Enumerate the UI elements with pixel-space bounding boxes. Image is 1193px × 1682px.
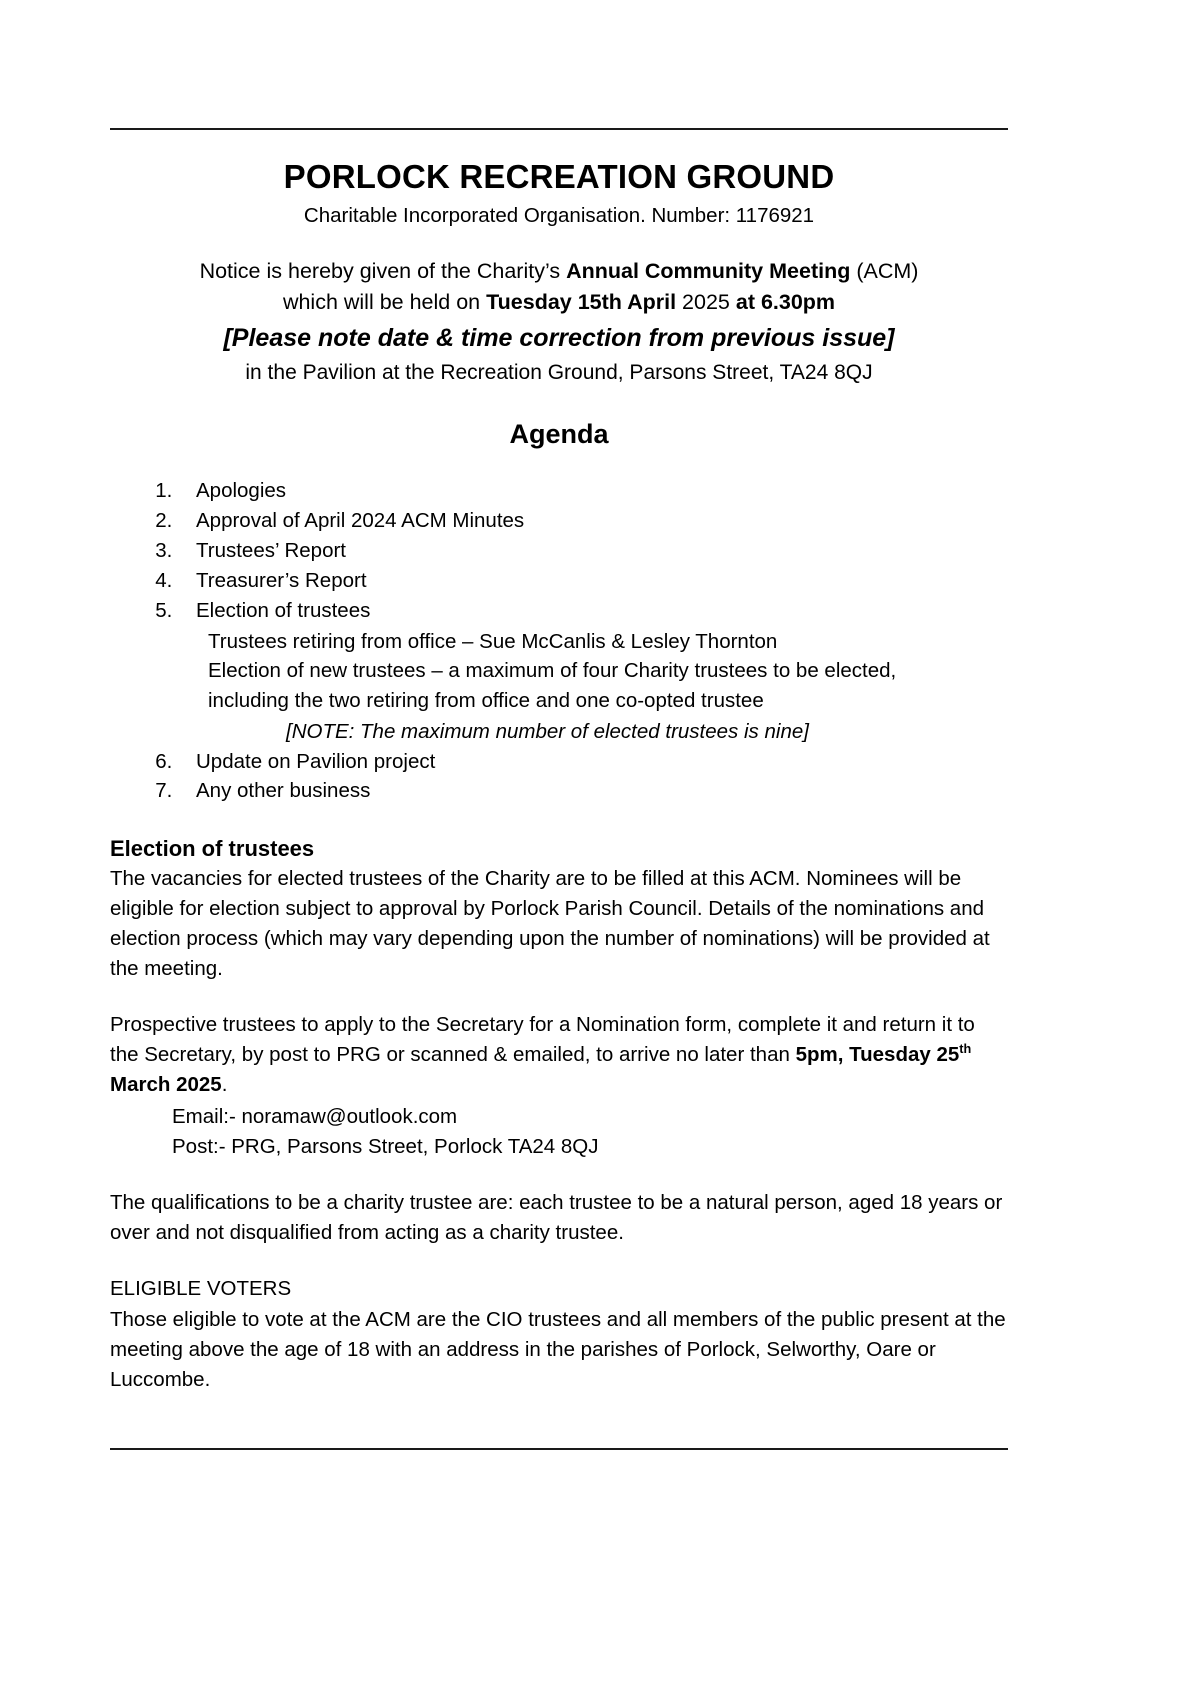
notice-line-1-post: (ACM) xyxy=(850,259,919,283)
email-line: Email:- noramaw@outlook.com xyxy=(172,1104,458,1128)
notice-line-2-pre: which will be held on xyxy=(282,289,487,314)
agenda-item-5-details xyxy=(196,627,1008,747)
notice-line-1 xyxy=(110,256,1008,287)
agenda-item: 3. Trustees’ Report xyxy=(178,536,1008,566)
post-line: Post:- PRG, Parsons Street, Porlock TA24 8QJ xyxy=(172,1134,599,1158)
meeting-notice xyxy=(110,256,1008,317)
deadline-post: March 2025 xyxy=(110,1072,222,1096)
top-divider xyxy=(110,128,1008,130)
eligible-voters-heading: ELIGIBLE VOTERS xyxy=(110,1276,292,1300)
agenda-detail-line: Trustees retiring from office – Sue McCanlis & Lesley Thornton xyxy=(208,629,778,653)
agenda-detail-line: Election of new trustees – a maximum of four Charity trustees to be elected, xyxy=(208,659,897,683)
notice-meeting-name: Annual Community Meeting xyxy=(566,259,851,283)
election-paragraph-2 xyxy=(110,1010,1008,1100)
agenda-detail-note: [NOTE: The maximum number of elected trustees is nine] xyxy=(286,719,809,743)
notice-line-1-pre: Notice is hereby given of the Charity’s xyxy=(199,259,567,283)
agenda-item-label: Election of trustees xyxy=(196,598,371,622)
notice-meeting-time: at 6.30pm xyxy=(735,289,836,314)
agenda-item xyxy=(178,596,1008,747)
agenda-detail-line: including the two retiring from office and one co-opted trustee xyxy=(208,689,764,713)
deadline-pre: 5pm, Tuesday 25 xyxy=(795,1042,960,1066)
agenda-item: 1. Apologies xyxy=(178,476,1008,506)
document-body xyxy=(110,128,1008,1395)
deadline-end: . xyxy=(221,1072,228,1096)
agenda-item: 2. Approval of April 2024 ACM Minutes xyxy=(178,506,1008,536)
notice-line-2 xyxy=(110,287,1008,318)
agenda-item: 7. Any other business xyxy=(178,776,1008,806)
agenda-list xyxy=(110,476,1008,806)
correction-note: [Please note date & time correction from previous issue] xyxy=(223,324,895,353)
election-section-heading: Election of trustees xyxy=(110,836,315,862)
deadline-ordinal: th xyxy=(959,1041,972,1057)
bottom-divider xyxy=(110,1448,1008,1450)
notice-meeting-date: Tuesday 15th April xyxy=(486,289,677,314)
organisation-registration: Charitable Incorporated Organisation. Number: 1176921 xyxy=(303,204,815,227)
page-title: PORLOCK RECREATION GROUND xyxy=(283,158,835,195)
election-paragraph-1: The vacancies for elected trustees of the Charity are to be filled at this ACM. Nominees will be eligible for election subject to approval by Porlock Parish Council. Details of the nominations and election process (which may vary depending upon the number of nominations) will be provided at the meeting. xyxy=(110,867,990,981)
notice-line-2-mid: 2025 xyxy=(676,289,736,314)
agenda-heading: Agenda xyxy=(509,419,609,450)
agenda-item: 4. Treasurer’s Report xyxy=(178,566,1008,596)
meeting-venue: in the Pavilion at the Recreation Ground, Parsons Street, TA24 8QJ xyxy=(245,361,873,385)
qualifications-paragraph: The qualifications to be a charity trustee are: each trustee to be a natural person, aged 18 years or over and not disqualified from acting as a charity trustee. xyxy=(110,1190,1003,1244)
nomination-instructions: Prospective trustees to apply to the Secretary for a Nomination form, complete it and return it to the Secretary, by post to PRG or scanned & emailed, to arrive no later than xyxy=(110,1013,975,1066)
contact-details xyxy=(172,1102,1008,1162)
eligible-voters-paragraph: Those eligible to vote at the ACM are the CIO trustees and all members of the public present at the meeting above the age of 18 with an address in the parishes of Porlock, Selworthy, Oare or Luccombe. xyxy=(110,1308,1006,1392)
agenda-item: 6. Update on Pavilion project xyxy=(178,747,1008,777)
